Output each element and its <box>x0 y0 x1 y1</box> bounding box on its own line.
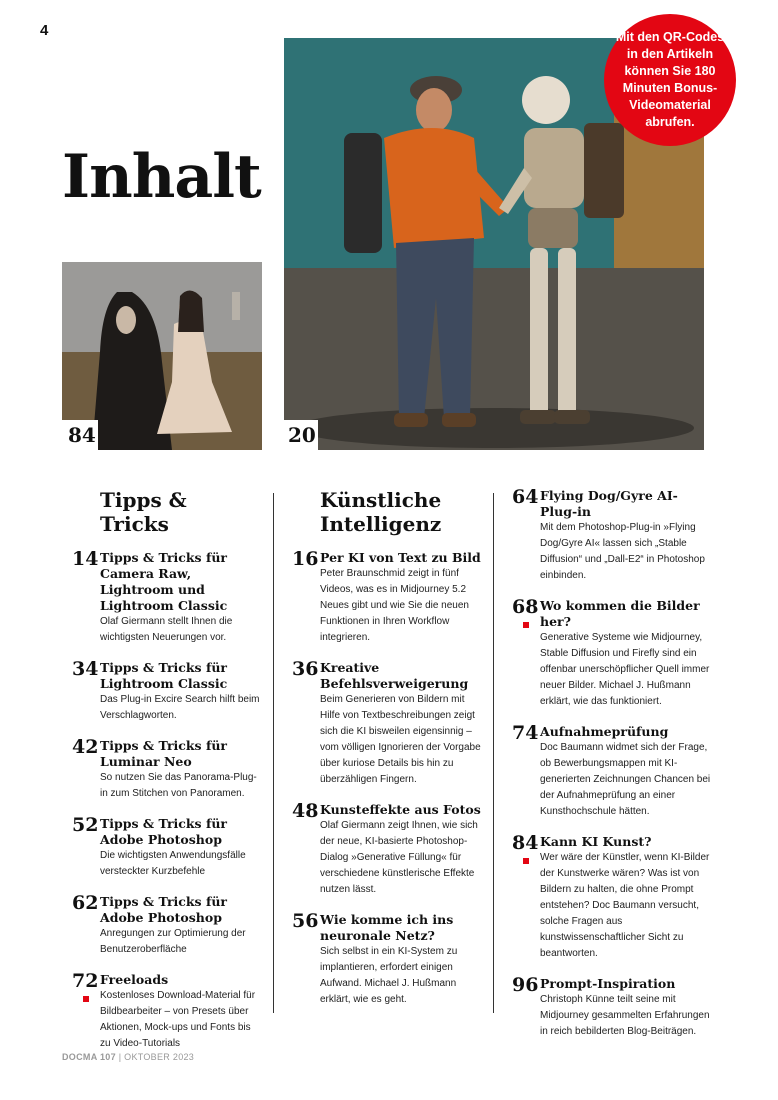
toc-entry-desc: Beim Generieren von Bildern mit Hilfe von Textbeschreibungen zeigt sich die KI bisweilen eigensinnig – vom völligen Ignorieren der Vorgabe über kuriose Details bis hin zu überzähligen Fingern. <box>320 694 481 785</box>
toc-entry-page <box>72 972 100 1052</box>
toc-entry-title: Tipps & Tricks für Luminar Neo <box>100 738 227 769</box>
toc-entry-page: 42 <box>72 736 99 758</box>
toc-entry-desc: Die wichtigsten Anwendungsfälle versteckter Kurzbefehle <box>100 850 246 877</box>
toc-entry[interactable] <box>512 976 712 1040</box>
toc-entry-title: Tipps & Tricks für Camera Raw, Lightroom und Lightroom Classic <box>100 550 228 613</box>
toc-entry-title: Kann KI Kunst? <box>540 834 652 849</box>
bonus-video-marker-icon <box>523 622 529 628</box>
toc-entry[interactable] <box>512 598 712 710</box>
toc-entry[interactable] <box>512 834 712 962</box>
footer-issue: OKTOBER 2023 <box>124 1052 195 1062</box>
toc-entry-title: Freeloads <box>100 972 169 987</box>
toc-entry-page: 74 <box>512 722 539 744</box>
toc-entry-page: 14 <box>72 548 99 570</box>
toc-entry-title: Prompt-Inspiration <box>540 976 676 991</box>
art-image-page-label: 84 <box>62 420 98 450</box>
toc-entry-desc: Generative Systeme wie Midjourney, Stable Diffusion und Firefly sind ein offenbar unerschöpflicher Quell immer neuer Bilder. Michael J. Hußmann erklärt, wie das funktioniert. <box>540 632 710 707</box>
section-heading: Tipps & Tricks <box>100 488 187 536</box>
toc-column-ki <box>292 488 482 1022</box>
toc-entry-title: Flying Dog/Gyre AI-Plug-in <box>540 488 678 519</box>
page-number: 4 <box>40 22 49 39</box>
toc-entry-page: 62 <box>72 892 99 914</box>
page-title: Inhalt <box>62 142 261 212</box>
footer: DOCMA 107 | OKTOBER 2023 <box>62 1052 195 1062</box>
bonus-video-marker-icon <box>83 996 89 1002</box>
bonus-video-badge-text: Mit den QR-Codes in den Artikeln können Sie 180 Minuten Bonus-Videomaterial abrufen. <box>615 30 725 129</box>
bonus-video-badge <box>604 14 736 146</box>
toc-entry-page <box>512 834 540 962</box>
toc-entry[interactable] <box>72 550 262 646</box>
toc-entry[interactable] <box>292 660 482 788</box>
toc-entry-desc: Anregungen zur Optimierung der Benutzeroberfläche <box>100 928 246 955</box>
toc-entry-title: Kunsteffekte aus Fotos <box>320 802 481 817</box>
toc-entry-page: 36 <box>292 658 319 680</box>
toc-entry-title: Wo kommen die Bilder her? <box>540 598 700 629</box>
toc-entry[interactable] <box>292 912 482 1008</box>
toc-entry-title: Wie komme ich ins neuronale Netz? <box>320 912 454 943</box>
toc-entry-desc: Wer wäre der Künstler, wenn KI-Bilder der Kunstwerke wären? Was ist von Bildern zu halten, die ohne Prompt entstehen? Doc Baumann versucht, solche Fragen aus kunstwissenschaftlicher Sicht zu beantworten. <box>540 852 710 959</box>
toc-entry-title: Per KI von Text zu Bild <box>320 550 481 565</box>
toc-entry-page: 34 <box>72 658 99 680</box>
toc-entry-title: Aufnahmeprüfung <box>540 724 669 739</box>
toc-entry-desc: Olaf Giermann stellt Ihnen die wichtigsten Neuerungen vor. <box>100 616 233 643</box>
toc-entry-page-number: 68 <box>512 596 539 618</box>
toc-entry-desc: Das Plug-in Excire Search hilft beim Verschlagworten. <box>100 694 260 721</box>
footer-brand: DOCMA 107 <box>62 1052 116 1062</box>
toc-entry-page: 16 <box>292 548 319 570</box>
toc-entry-desc: Peter Braunschmid zeigt in fünf Videos, was es in Midjourney 5.2 Neues gibt und wie Sie die neuen Funktionen in Ihren Workflow integrieren. <box>320 568 469 643</box>
toc-column-tipps-tricks <box>72 488 262 1066</box>
section-heading: Künstliche Intelligenz <box>320 488 442 536</box>
toc-entry-title: Tipps & Tricks für Lightroom Classic <box>100 660 228 691</box>
toc-entry-page: 96 <box>512 974 539 996</box>
toc-entry[interactable] <box>72 894 262 958</box>
toc-entry-page: 56 <box>292 910 319 932</box>
toc-entry-desc: Christoph Künne teilt seine mit Midjourney gesammelten Erfahrungen in reich bebilderten Blog-Beiträgen. <box>540 994 710 1037</box>
toc-entry-title: Tipps & Tricks für Adobe Photoshop <box>100 816 227 847</box>
toc-entry-desc: Doc Baumann widmet sich der Frage, ob Bewerbungsmappen mit KI-generierten Zeichnungen Chancen bei der Aufnahmeprüfung an einer Kunsthochschule hätten. <box>540 742 711 817</box>
toc-entry[interactable] <box>72 972 262 1052</box>
toc-column-ki-continued <box>512 488 712 1054</box>
column-divider <box>273 493 274 1013</box>
toc-entry-desc: Mit dem Photoshop-Plug-in »Flying Dog/Gyre AI« lassen sich „Stable Diffusion“ und „Dall-E2“ in Photoshop einbinden. <box>540 522 705 581</box>
toc-entry-page-number: 84 <box>512 832 539 854</box>
toc-entry[interactable] <box>292 802 482 898</box>
toc-entry[interactable] <box>512 724 712 820</box>
toc-entry-page-number: 72 <box>72 970 99 992</box>
toc-entry-title: Tipps & Tricks für Adobe Photoshop <box>100 894 227 925</box>
bonus-video-marker-icon <box>523 858 529 864</box>
toc-entry-desc: Olaf Giermann zeigt Ihnen, wie sich der neue, KI-basierte Photoshop-Dialog »Generative Füllung« für verschiedene künstlerische Effekte nutzen lässt. <box>320 820 478 895</box>
toc-entry[interactable] <box>72 816 262 880</box>
toc-entry[interactable] <box>512 488 712 584</box>
toc-entry-page: 48 <box>292 800 319 822</box>
toc-entry-desc: So nutzen Sie das Panorama-Plug-in zum Stitchen von Panoramen. <box>100 772 257 799</box>
toc-entry-title: Kreative Befehlsverweigerung <box>320 660 469 691</box>
toc-entry-page: 52 <box>72 814 99 836</box>
toc-entry-desc: Kostenloses Download-Material für Bildbearbeiter – von Presets über Aktionen, Mock-ups und Fonts bis zu Video-Tutorials <box>100 990 256 1049</box>
toc-entry[interactable] <box>292 550 482 646</box>
toc-entry[interactable] <box>72 660 262 724</box>
hero-image-page-label: 20 <box>284 420 318 450</box>
toc-entry-page <box>512 598 540 710</box>
toc-entry-desc: Sich selbst in ein KI-System zu implantieren, erfordert einigen Aufwand. Michael J. Hußmann erklärt, wie es geht. <box>320 946 458 1005</box>
toc-entry-page: 64 <box>512 486 539 508</box>
toc-entry[interactable] <box>72 738 262 802</box>
column-divider <box>493 493 494 1013</box>
